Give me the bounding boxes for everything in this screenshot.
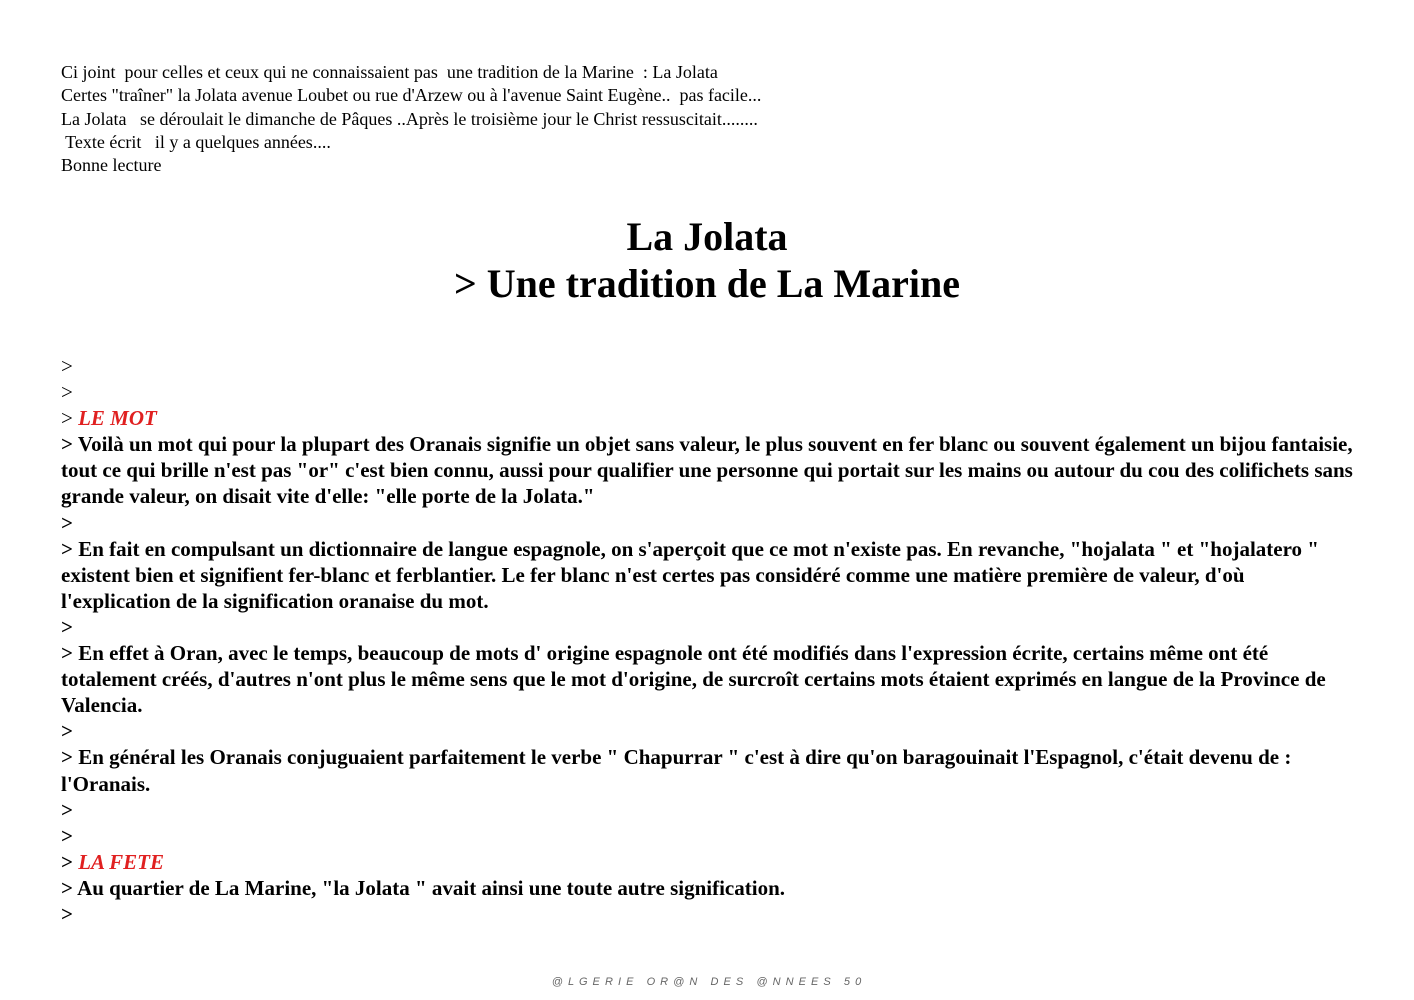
intro-line: Bonne lecture (61, 155, 162, 176)
paragraph: > Au quartier de La Marine, "la Jolata " avait ainsi une toute autre signification. (61, 875, 786, 900)
quote-marker: > (61, 901, 73, 926)
intro-line: Certes "traîner" la Jolata avenue Loubet ou rue d'Arzew ou à l'avenue Saint Eugène.. pas facile... (61, 85, 762, 106)
quote-marker: > (61, 614, 73, 639)
section-heading-la-fete: > LA FETE (61, 849, 164, 874)
quote-marker: > (61, 380, 73, 405)
quote-marker: > (61, 510, 73, 535)
article-body (61, 353, 1357, 927)
quote-marker: > (61, 354, 73, 378)
paragraph: > Voilà un mot qui pour la plupart des Oranais signifie un objet sans valeur, le plus souvent en fer blanc ou souvent également un bijou fantaisie, tout ce qui brille n'est pas "or" c'est bien connu, aussi pour qualifier une personne qui portait sur les mains ou autour du cou des colifichets sans grande valeur, on disait vite d'elle: "elle porte de la Jolata." (61, 432, 1353, 509)
paragraph: > En fait en compulsant un dictionnaire de langue espagnole, on s'aperçoit que ce mot n'existe pas. En revanche, "hojalata " et "hojalatero " existent bien et signifient fer-blanc et ferblantier. Le fer blanc n'est certes pas considéré comme une matière première de valeur, d'où l'explication de la signification oranaise du mot. (61, 536, 1319, 613)
intro-line: Ci joint pour celles et ceux qui ne connaissaient pas une tradition de la Marine : La Jolata (61, 62, 718, 82)
paragraph: > En général les Oranais conjuguaient parfaitement le verbe " Chapurrar " c'est à dire qu'on baragouinait l'Espagnol, c'était devenu de : l'Oranais. (61, 745, 1292, 796)
quote-marker: > (61, 797, 73, 822)
quote-marker: > (61, 719, 73, 744)
quote-marker: > (61, 823, 73, 848)
intro-note (61, 61, 961, 177)
document-title (0, 213, 1414, 307)
title-subtitle: > Une tradition de La Marine (453, 261, 961, 306)
title-main: La Jolata (626, 214, 788, 259)
section-title: LE MOT (78, 406, 157, 431)
section-heading-le-mot: > LE MOT (61, 406, 157, 431)
intro-line: Texte écrit il y a quelques années.... (61, 131, 331, 152)
section-title: LA FETE (78, 849, 164, 874)
paragraph: > En effet à Oran, avec le temps, beaucoup de mots d' origine espagnole ont été modifiés dans l'expression écrite, certains même ont été totalement créés, d'autres n'ont plus le même sens que le mot d'origine, de surcroît certains mots étaient exprimés en langue de la Province de Valencia. (61, 641, 1326, 718)
intro-line: La Jolata se déroulait le dimanche de Pâques ..Après le troisième jour le Christ ressuscitait........ (61, 108, 758, 129)
page-footer: @ L G E R I E O R @ N D E S @ N N E E S 5 0 (551, 976, 863, 988)
